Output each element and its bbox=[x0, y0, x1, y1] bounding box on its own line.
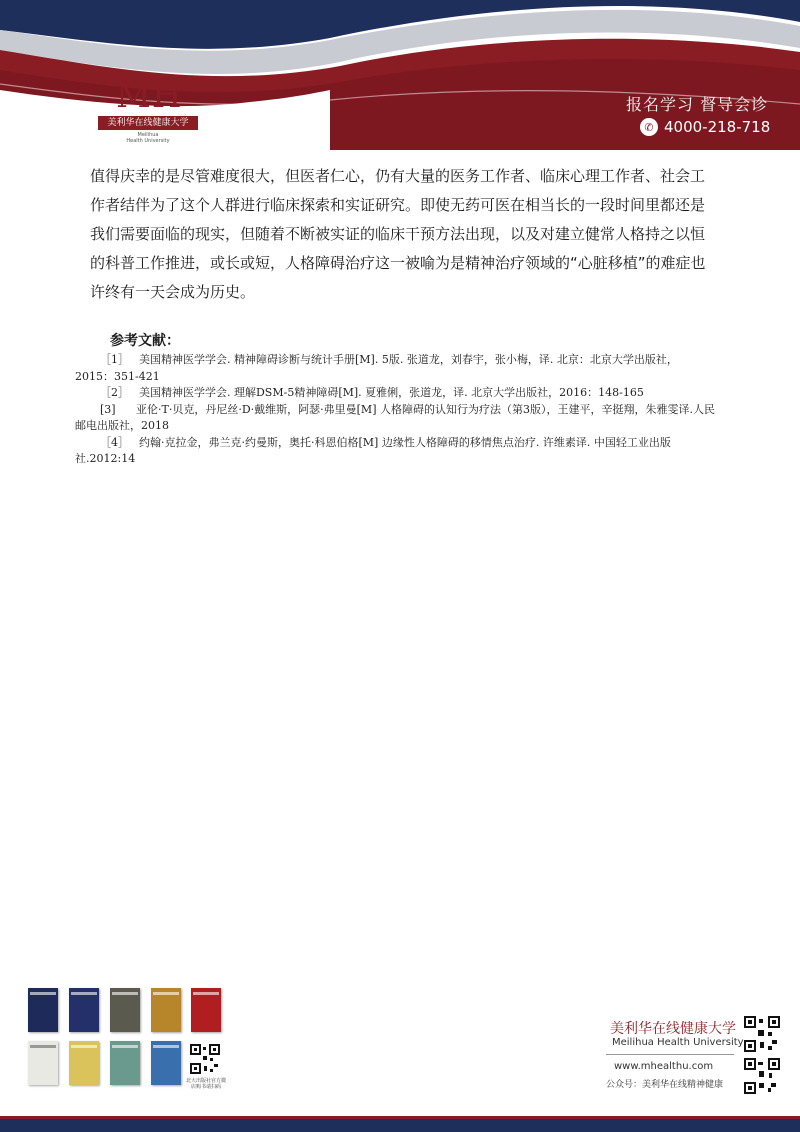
book-cover bbox=[151, 988, 181, 1032]
footer-divider bbox=[606, 1054, 734, 1055]
book-cover bbox=[69, 1041, 99, 1085]
body-paragraph: 值得庆幸的是尽管难度很大，但医者仁心，仍有大量的医务工作者、临床心理工作者、社会工作者结伴为了这个人群进行临床探索和实证研究。即使无药可医在相当长的一段时间里都还是我们需要面临的现实，但随着不断被实证的临床干预方法出现，以及对建立健常人格持之以恒的科普工作推进，或长或短，人格障碍治疗这一被喻为是精神治疗领域的“心脏移植”的难症也许终有一天会成为历史。 bbox=[90, 167, 706, 301]
book-cover bbox=[110, 988, 140, 1032]
references-list bbox=[75, 352, 715, 468]
qr-code-icon bbox=[744, 1016, 780, 1052]
book-cover bbox=[191, 988, 221, 1032]
reference-number: [3] bbox=[100, 402, 116, 416]
logo-english-name bbox=[94, 132, 202, 144]
book-cover bbox=[151, 1041, 181, 1085]
references-title: 参考文献： bbox=[110, 333, 180, 349]
reference-item bbox=[75, 435, 715, 468]
brand-logo bbox=[94, 78, 202, 146]
book-cover bbox=[28, 1041, 58, 1085]
book-cover bbox=[69, 988, 99, 1032]
phone-number: 4000-218-718 bbox=[664, 118, 771, 136]
header-slogan: 报名学习 督导会诊 bbox=[626, 95, 769, 114]
book-cover bbox=[110, 1041, 140, 1085]
reference-text: 美国精神医学学会. 理解DSM-5精神障碍[M]. 夏雅俐，张道龙，译. 北京大学出版社，2016：148-165 bbox=[139, 386, 644, 399]
reference-number: ［2］ bbox=[100, 386, 129, 399]
logo-en-line2: Health University bbox=[126, 138, 170, 144]
reference-number: ［4］ bbox=[100, 435, 129, 449]
logo-mark: MH bbox=[116, 76, 183, 116]
footer-org-name: 美利华在线健康大学 bbox=[610, 1021, 736, 1037]
logo-en-line1: Meilihua bbox=[137, 132, 159, 138]
book-cover bbox=[28, 988, 58, 1032]
reference-item bbox=[75, 385, 715, 402]
footer-org-name-en: Meilihua Health University bbox=[612, 1037, 744, 1048]
qr-code-icon bbox=[744, 1058, 780, 1094]
footer-wechat: 公众号：美利华在线精神健康 bbox=[606, 1080, 724, 1090]
reference-item bbox=[75, 402, 715, 435]
reference-item bbox=[75, 352, 715, 385]
phone-icon: ✆ bbox=[640, 118, 658, 136]
logo-banner: 美利华在线健康大学 bbox=[98, 116, 198, 130]
header-phone bbox=[640, 118, 770, 136]
reference-text: 约翰·克拉金，弗兰克·约曼斯，奥托·科恩伯格[M] 边缘性人格障碍的移情焦点治疗. 许维素译. 中国轻工业出版社.2012:14 bbox=[75, 435, 671, 465]
footer-bar bbox=[0, 1116, 800, 1132]
footer-url: www.mhealthu.com bbox=[614, 1061, 714, 1072]
reference-number: ［1］ bbox=[100, 353, 129, 366]
qr-caption: 北大出版社官方微店购书请扫码 bbox=[185, 1078, 226, 1090]
qr-code-icon bbox=[190, 1044, 220, 1074]
reference-text: 美国精神医学学会. 精神障碍诊断与统计手册[M]. 5版. 张道龙，刘春宇，张小梅，译. 北京：北京大学出版社，2015：351-421 bbox=[75, 353, 678, 383]
reference-text: 亚伦·T·贝克，丹尼丝·D·戴维斯，阿瑟·弗里曼[M] 人格障碍的认知行为疗法（第3版），王建平，辛挺翔，朱雅雯译.人民邮电出版社，2018 bbox=[75, 402, 715, 432]
